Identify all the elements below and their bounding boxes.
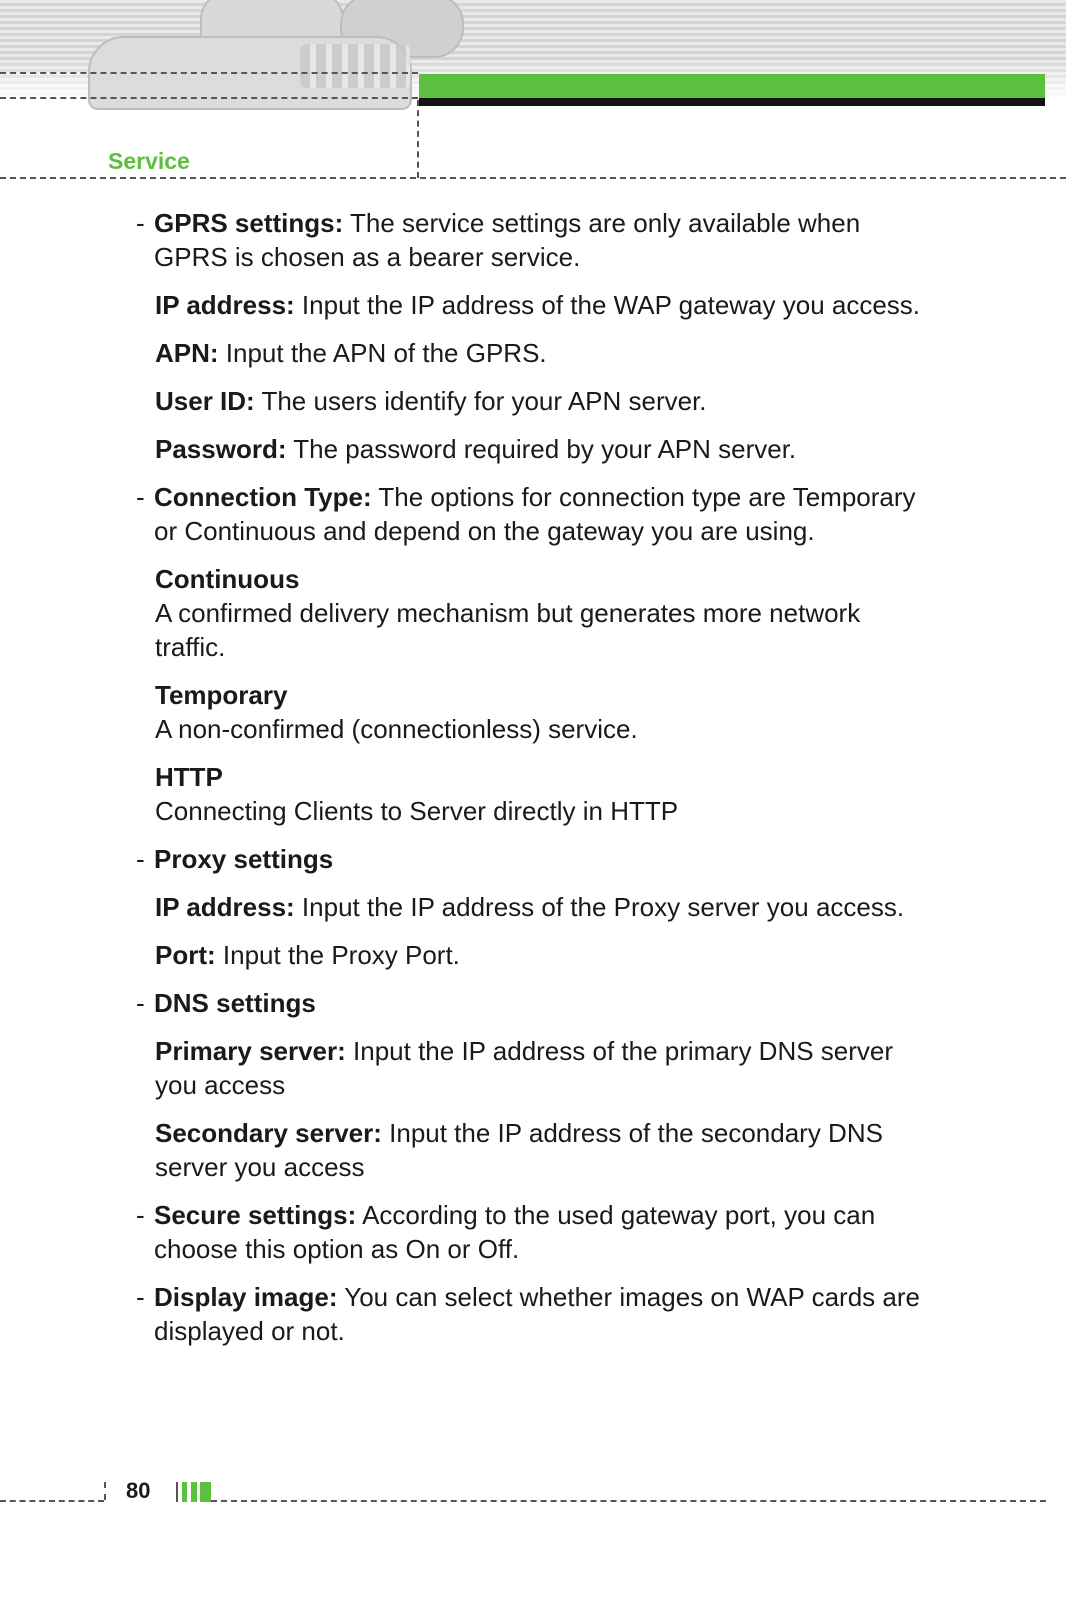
header-accent-bar	[419, 74, 1045, 98]
footer-mark	[176, 1482, 178, 1502]
bullet-dash: -	[136, 482, 145, 512]
sub-label: Port:	[155, 940, 216, 970]
item-text: According to the used gateway port, you can choose this option as On or Off.	[154, 1200, 876, 1264]
item-label: GPRS settings:	[154, 208, 344, 238]
footer-dashed-rule	[211, 1500, 1046, 1502]
sub-item	[155, 336, 926, 370]
bullet-dash: -	[136, 988, 145, 1018]
secure-settings-item	[136, 1198, 926, 1266]
sub-text: Input the APN of the GPRS.	[218, 338, 547, 368]
sub-item	[155, 288, 926, 322]
option-desc: A confirmed delivery mechanism but generates more network traffic.	[155, 598, 861, 662]
phone-keypad-image	[300, 44, 410, 88]
connection-option	[155, 678, 926, 746]
page-number: 80	[126, 1478, 151, 1503]
gprs-settings-item	[136, 206, 926, 274]
bullet-dash: -	[136, 1200, 145, 1230]
sub-label: IP address:	[155, 892, 295, 922]
sub-label: APN:	[155, 338, 219, 368]
sub-label: Password:	[155, 434, 287, 464]
section-label: Service	[108, 148, 190, 174]
sub-item	[155, 1034, 926, 1102]
bullet-dash: -	[136, 844, 145, 874]
item-text: You can select whether images on WAP cards are displayed or not.	[154, 1282, 920, 1346]
footer-mark	[182, 1482, 187, 1502]
sub-label: Primary server:	[155, 1036, 346, 1066]
item-text: The options for connection type are Temporary or Continuous and depend on the gateway you are using.	[154, 482, 916, 546]
dns-settings-item	[136, 986, 926, 1020]
header-dashed-rule	[0, 72, 418, 74]
sub-text: Input the IP address of the primary DNS server you access	[155, 1036, 894, 1100]
sub-text: The users identify for your APN server.	[254, 386, 707, 416]
sub-text: Input the Proxy Port.	[215, 940, 460, 970]
sub-text: Input the IP address of the secondary DNS server you access	[155, 1118, 883, 1182]
option-title: Temporary	[155, 680, 288, 710]
display-image-item	[136, 1280, 926, 1348]
proxy-settings-item	[136, 842, 926, 876]
option-title: HTTP	[155, 762, 223, 792]
sub-text: The password required by your APN server.	[286, 434, 797, 464]
sub-label: Secondary server:	[155, 1118, 382, 1148]
header-dashed-rule	[0, 97, 418, 99]
footer-dashed-divider	[104, 1482, 106, 1500]
sub-item	[155, 1116, 926, 1184]
sub-text: Input the IP address of the WAP gateway you access.	[294, 290, 921, 320]
header-dashed-baseline	[0, 177, 1066, 179]
sub-text: Input the IP address of the Proxy server you access.	[294, 892, 905, 922]
connection-option	[155, 562, 926, 664]
header-dashed-divider	[417, 100, 419, 178]
footer-mark	[191, 1482, 197, 1502]
item-label: Connection Type:	[154, 482, 372, 512]
footer-dashed-rule	[0, 1500, 104, 1502]
sub-item	[155, 938, 926, 972]
item-text: The service settings are only available when GPRS is chosen as a bearer service.	[154, 208, 861, 272]
option-title: Continuous	[155, 564, 300, 594]
bullet-dash: -	[136, 208, 145, 238]
footer-mark	[200, 1482, 211, 1502]
sub-item	[155, 432, 926, 466]
item-label: Display image:	[154, 1282, 338, 1312]
sub-label: User ID:	[155, 386, 255, 416]
item-label: DNS settings	[154, 988, 316, 1018]
connection-option	[155, 760, 926, 828]
option-desc: A non-confirmed (connectionless) service.	[155, 714, 638, 744]
item-label: Secure settings:	[154, 1200, 357, 1230]
sub-item	[155, 890, 926, 924]
option-desc: Connecting Clients to Server directly in HTTP	[155, 796, 679, 826]
header-accent-underline	[419, 98, 1045, 106]
sub-label: IP address:	[155, 290, 295, 320]
item-label: Proxy settings	[154, 844, 334, 874]
connection-type-item	[136, 480, 926, 548]
page-content	[136, 206, 926, 1362]
sub-item	[155, 384, 926, 418]
bullet-dash: -	[136, 1282, 145, 1312]
